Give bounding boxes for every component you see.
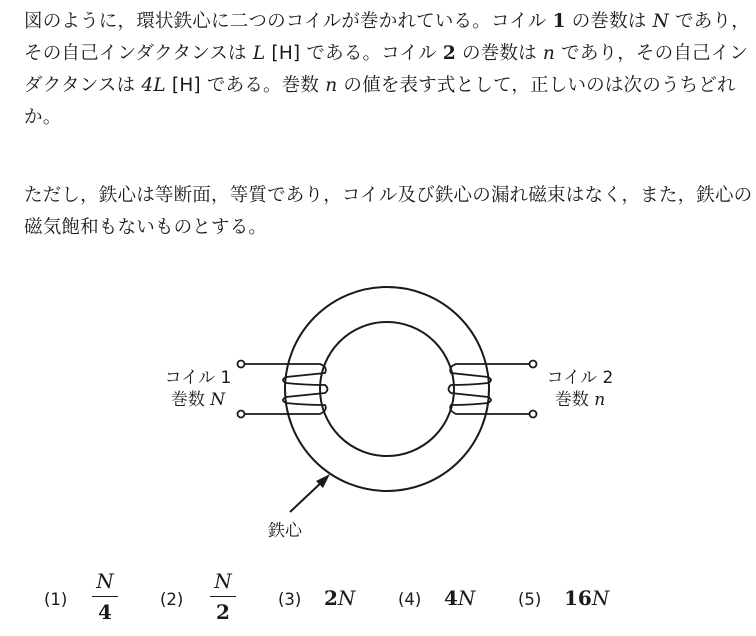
- condition-line-1: ただし，鉄心は等断面，等質であり，コイル及び鉄心の漏れ磁束はなく，また，鉄心の: [24, 185, 753, 206]
- math-var-n: n: [325, 75, 338, 96]
- text-segment: の値を表す式として，正しいのは次のうちどれ: [337, 75, 736, 96]
- coil-1-winding: [238, 361, 328, 418]
- expr-var-N: N: [591, 586, 610, 610]
- text-segment: であり，: [669, 11, 750, 32]
- text-segment: であり，その自己イン: [555, 43, 749, 64]
- math-var-n: n: [542, 43, 556, 64]
- choice-1[interactable]: [28, 568, 138, 632]
- text-segment: その自己インダクタンスは: [24, 43, 253, 64]
- turns-text: 巻数: [170, 390, 211, 410]
- choice-1-fraction: [92, 568, 118, 625]
- fraction-numerator: N: [214, 569, 232, 593]
- answer-choices: [28, 568, 728, 632]
- coil-2-label-title: コイル 2: [546, 368, 614, 388]
- choice-5-expression: [564, 586, 609, 610]
- text-segment: の巻数は: [455, 43, 543, 64]
- coil-1-terminal-top: [238, 361, 245, 368]
- fraction-denominator: 2: [216, 600, 230, 624]
- coil-2-terminal-top: [530, 361, 537, 368]
- math-4L: 4L: [141, 75, 166, 96]
- coil-1-label-title: コイル 1: [164, 368, 232, 388]
- core-inner-circle: [320, 322, 454, 456]
- math-var-L: L: [252, 43, 266, 64]
- choice-number: (1): [44, 590, 68, 609]
- expr-var-N: N: [337, 586, 356, 610]
- coil-1-terminal-bottom: [238, 411, 245, 418]
- fraction-denominator: 4: [98, 600, 112, 624]
- text-segment: ダクタンスは: [24, 75, 142, 96]
- choice-3-expression: [324, 586, 355, 610]
- expr-coefficient: 4: [444, 586, 458, 610]
- core-label: 鉄心: [268, 521, 302, 541]
- coil-2-winding: [449, 361, 537, 418]
- turns-var-n: n: [594, 390, 606, 410]
- coil-2-terminal-bottom: [530, 411, 537, 418]
- math-coil-number: 2: [442, 43, 456, 64]
- turns-var-N: N: [210, 390, 226, 410]
- math-coil-number: 1: [552, 11, 566, 32]
- math-var-N: N: [652, 11, 670, 32]
- coil-2-label: [540, 367, 620, 411]
- fraction-bar: [210, 596, 236, 597]
- choice-2-fraction: [210, 568, 236, 625]
- text-segment: の巻数は: [565, 11, 653, 32]
- choice-number: (3): [278, 590, 302, 609]
- choice-5[interactable]: [516, 568, 646, 632]
- turns-text: 巻数: [554, 390, 595, 410]
- condition-line-2: 磁気飽和もないものとする。: [24, 217, 268, 238]
- coil-1-label: [158, 367, 238, 411]
- choice-2[interactable]: [158, 568, 268, 632]
- choice-number: (5): [518, 590, 542, 609]
- choice-number: (4): [398, 590, 422, 609]
- text-segment: か。: [24, 107, 62, 128]
- core-outer-circle: [285, 287, 489, 491]
- choice-3[interactable]: [276, 568, 386, 632]
- choice-number: (2): [160, 590, 184, 609]
- core-arrow: [290, 474, 330, 512]
- choice-4[interactable]: [396, 568, 506, 632]
- fraction-bar: [92, 596, 118, 597]
- expr-var-N: N: [457, 586, 476, 610]
- text-segment: [H] である。コイル: [265, 43, 443, 64]
- expr-coefficient: 16: [564, 586, 592, 610]
- expr-coefficient: 2: [324, 586, 338, 610]
- coil-1-turns-label: [158, 389, 238, 411]
- choice-4-expression: [444, 586, 475, 610]
- coil-2-turns-label: [540, 389, 620, 411]
- text-segment: 図のように，環状鉄心に二つのコイルが巻かれている。コイル: [24, 11, 553, 32]
- text-segment: [H] である。巻数: [165, 75, 326, 96]
- fraction-numerator: N: [96, 569, 114, 593]
